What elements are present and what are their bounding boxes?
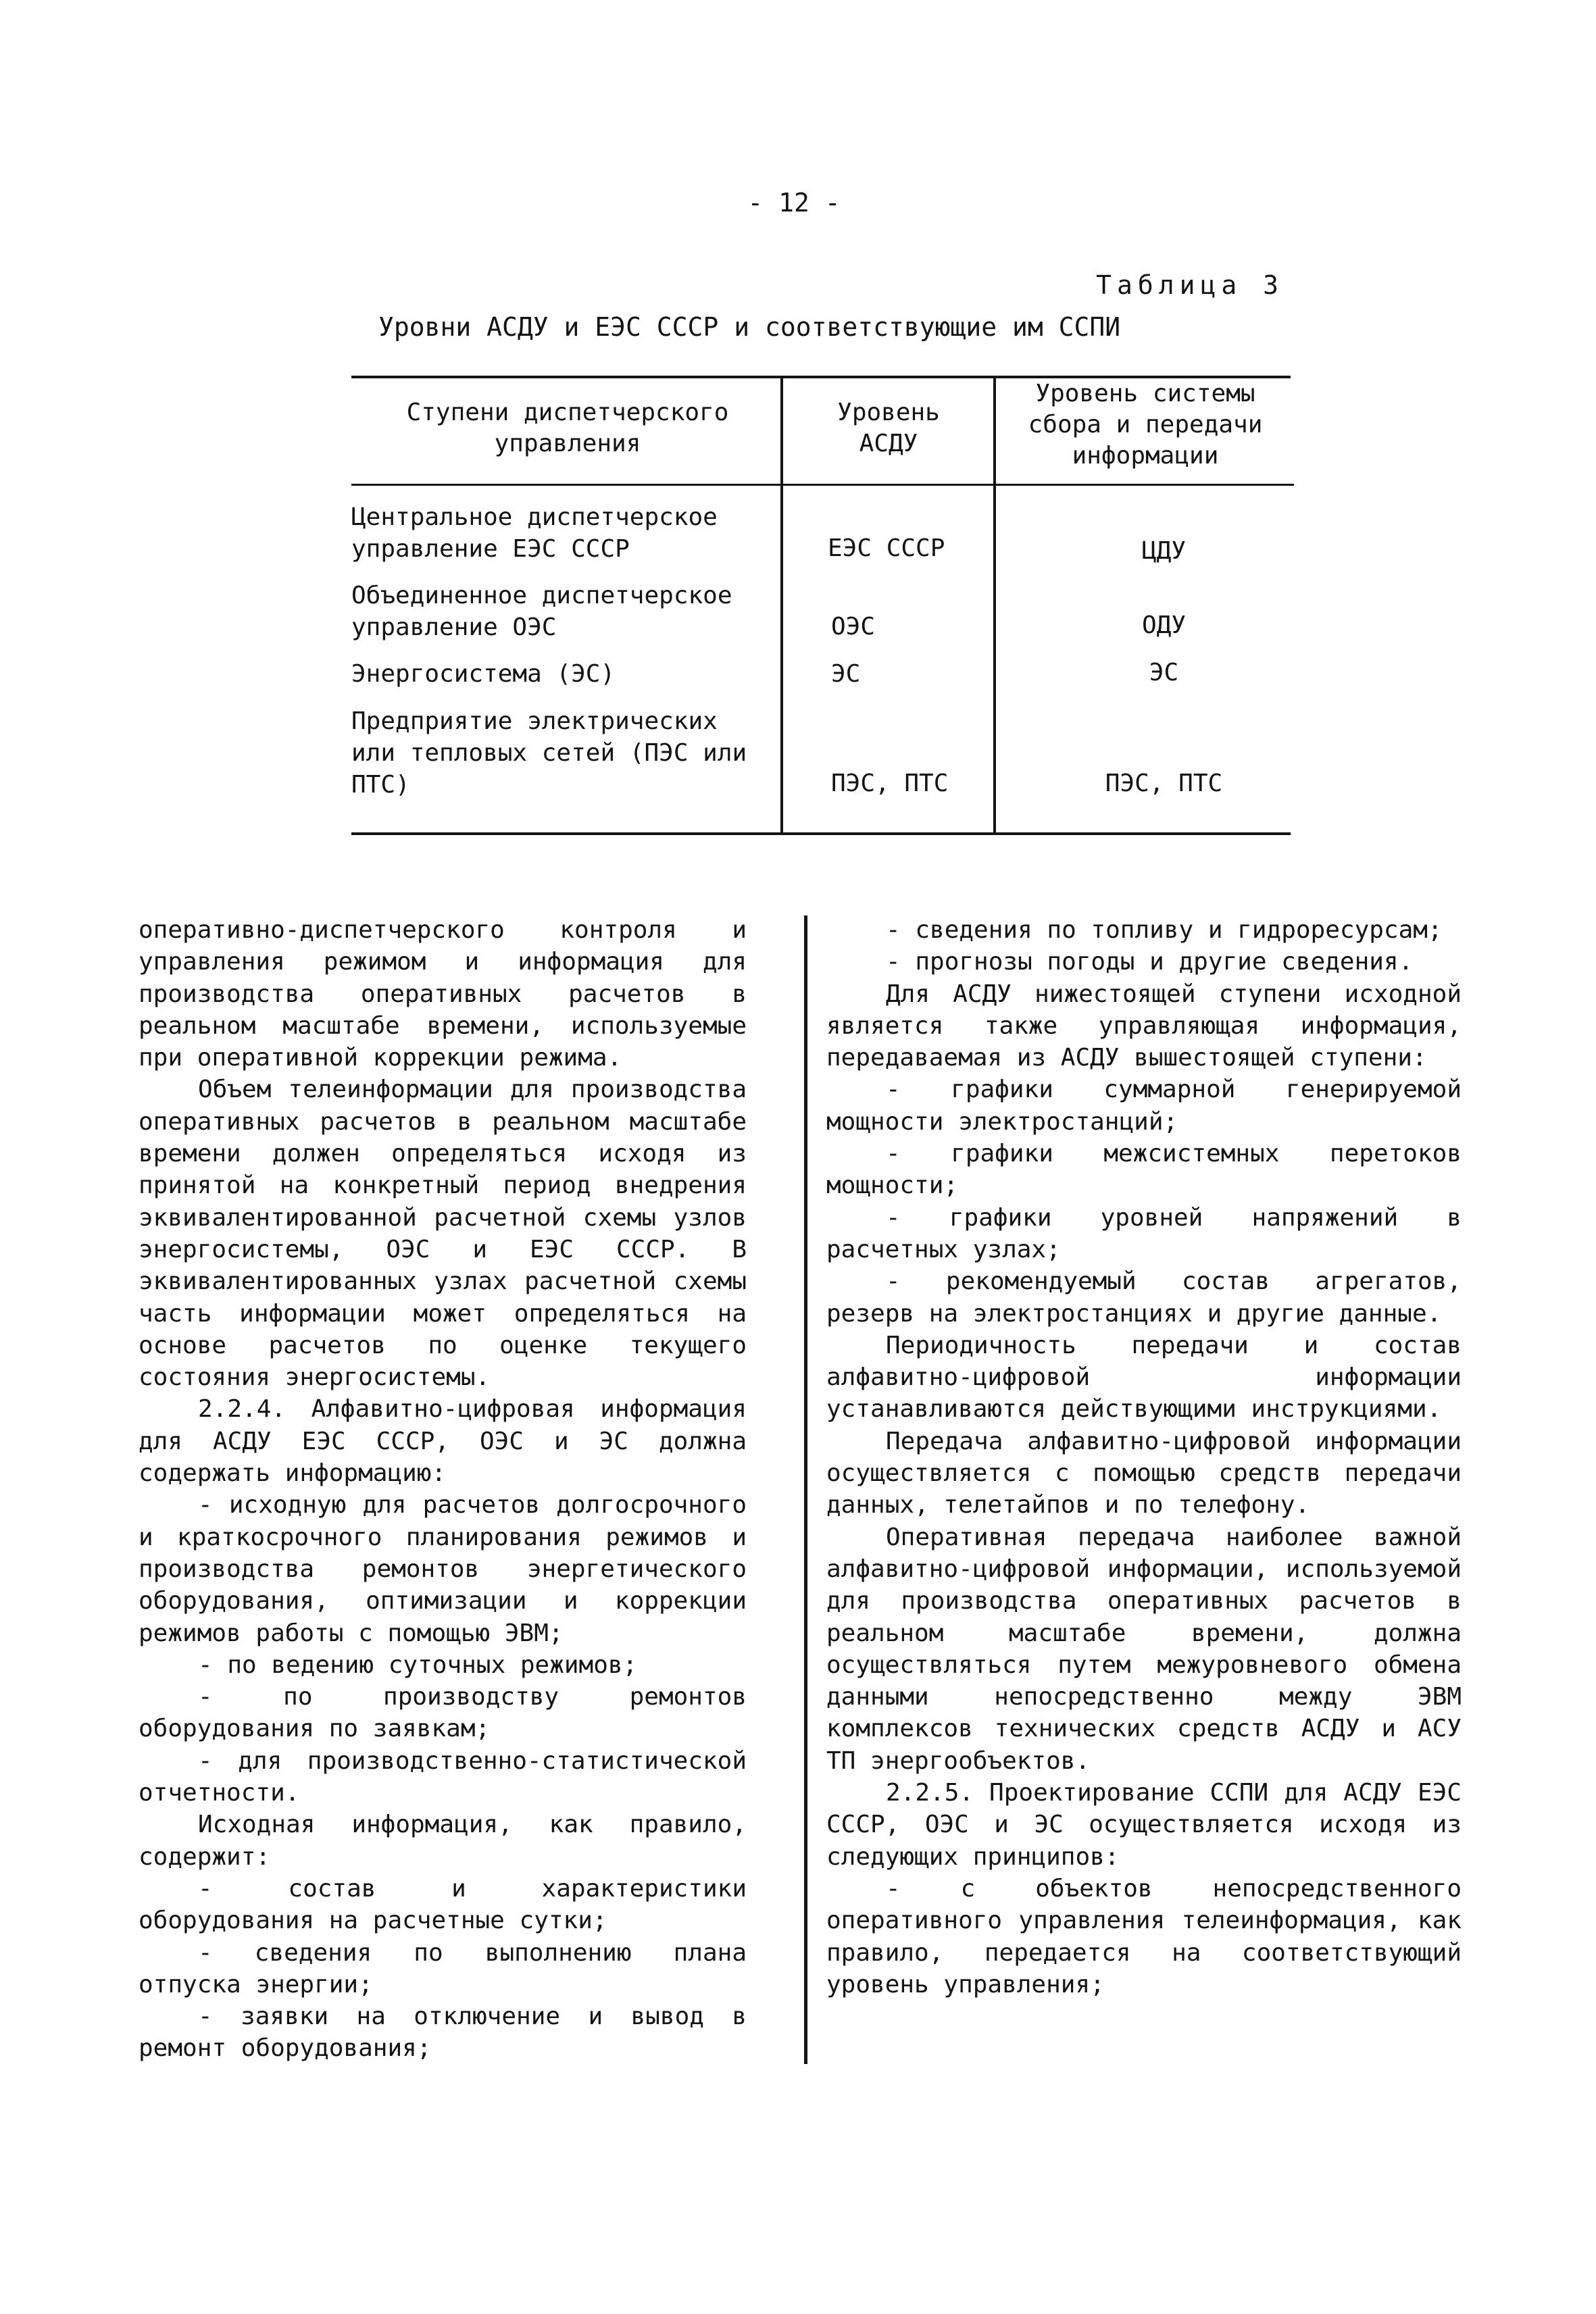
right-list-item: - графики суммарной генерируемой мощности электростанций; bbox=[826, 1076, 1462, 1136]
table-header-rule bbox=[351, 484, 1294, 486]
left-list-item: - по производству ремонтов оборудования по заявкам; bbox=[139, 1683, 747, 1743]
table-divider-2 bbox=[993, 376, 996, 835]
row-2-sspi: ОДУ bbox=[1141, 611, 1187, 639]
right-list-item: - графики межсистемных перетоков мощности; bbox=[826, 1140, 1462, 1200]
table-bottom-rule bbox=[351, 832, 1291, 835]
row-4-stage: Предприятие электрических или тепловых сетей (ПЭС или ПТС) bbox=[351, 707, 747, 799]
row-1-stage: Центральное диспетчерское управление ЕЭС СССР bbox=[351, 503, 718, 563]
levels-table bbox=[351, 376, 1294, 838]
right-paragraph: Передача алфавитно-цифровой информации осуществляется с помощью средств передачи данных, телетайпов и по телефону. bbox=[826, 1427, 1462, 1519]
table-label: Таблица 3 bbox=[1096, 270, 1284, 300]
left-column bbox=[139, 914, 747, 2065]
left-list-item: - исходную для расчетов долгосрочного и краткосрочного планирования режимов и производства ремонтов энергетического оборудования, оптимизации и коррекции режимов работы с помощью ЭВМ; bbox=[139, 1491, 747, 1647]
right-paragraph: Для АСДУ нижестоящей ступени исходной является также управляющая информация, передаваемая из АСДУ вышестоящей ступени: bbox=[826, 980, 1462, 1072]
right-list-item: - сведения по топливу и гидроресурсам; bbox=[886, 916, 1443, 944]
right-list-item: - графики уровней напряжений в расчетных узлах; bbox=[826, 1203, 1462, 1263]
row-3-asdu: ЭС bbox=[831, 660, 861, 688]
right-paragraph: Оперативная передача наиболее важной алфавитно-цифровой информации, используемой для производства оперативных расчетов в реальном масштабе времени, должна осуществляться путем межуровневого обмена данными непосредственно между ЭВМ комплексов технических средств АСДУ и АСУ ТП энергообъектов. bbox=[826, 1523, 1462, 1775]
left-list-item: - состав и характеристики оборудования на расчетные сутки; bbox=[139, 1874, 747, 1935]
left-paragraph: 2.2.4. Алфавитно-цифровая информация для АСДУ ЕЭС СССР, ОЭС и ЭС должна содержать информацию: bbox=[139, 1395, 747, 1488]
header-asdu: Уровень АСДУ bbox=[837, 399, 940, 457]
left-paragraph: Исходная информация, как правило, содержит: bbox=[139, 1811, 747, 1871]
left-paragraph: Объем телеинформации для производства оперативных расчетов в реальном масштабе времени должен определяться исходя из принятой на конкретный период внедрения эквивалентированной расчетной схемы узлов энергосистемы, ОЭС и ЕЭС СССР. В эквивалентированных узлах расчетной схемы часть информации может определяться на основе расчетов по оценке текущего состояния энергосистемы. bbox=[139, 1076, 747, 1392]
right-column bbox=[826, 914, 1462, 2001]
row-2-asdu: ОЭС bbox=[831, 613, 876, 640]
right-list-item: - с объектов непосредственного оперативного управления телеинформация, как правило, передается на соответствующий уровень управления; bbox=[826, 1874, 1462, 1998]
right-list-item: - прогнозы погоды и другие сведения. bbox=[886, 948, 1414, 976]
row-4-sspi: ПЭС, ПТС bbox=[1105, 770, 1223, 797]
left-paragraph: оперативно-диспетчерского контроля и управления режимом и информация для производства оперативных расчетов в реальном масштабе времени, используемые при оперативной коррекции режима. bbox=[139, 916, 747, 1072]
header-sspi: Уровень системы сбора и передачи информации bbox=[1028, 380, 1263, 470]
row-1-asdu: ЕЭС СССР bbox=[828, 534, 945, 562]
header-stage: Ступени диспетчерского управления bbox=[406, 399, 729, 457]
right-paragraph: 2.2.5. Проектирование ССПИ для АСДУ ЕЭС СССР, ОЭС и ЭС осуществляется исходя из следующих принципов: bbox=[826, 1779, 1462, 1871]
row-4-asdu: ПЭС, ПТС bbox=[831, 770, 949, 797]
right-list-item: - рекомендуемый состав агрегатов, резерв на электростанциях и другие данные. bbox=[826, 1267, 1462, 1328]
right-paragraph: Периодичность передачи и состав алфавитно-цифровой информации устанавливаются действующими инструкциями. bbox=[826, 1331, 1462, 1424]
left-list-item: - сведения по выполнению плана отпуска энергии; bbox=[139, 1938, 747, 1998]
left-list-item: - по ведению суточных режимов; bbox=[198, 1651, 638, 1679]
table-title: Уровни АСДУ и ЕЭС СССР и соответствующие им ССПИ bbox=[378, 312, 1121, 342]
page-number: - 12 - bbox=[747, 188, 841, 218]
row-3-stage: Энергосистема (ЭС) bbox=[351, 660, 616, 688]
left-list-item: - для производственно-статистической отчетности. bbox=[139, 1746, 747, 1807]
column-divider bbox=[804, 915, 807, 2064]
left-list-item: - заявки на отключение и вывод в ремонт оборудования; bbox=[139, 2003, 747, 2063]
table-divider-1 bbox=[780, 376, 783, 835]
row-1-sspi: ЦДУ bbox=[1141, 537, 1187, 565]
row-3-sspi: ЭС bbox=[1149, 659, 1179, 686]
row-2-stage: Объединенное диспетчерское управление ОЭС bbox=[351, 582, 732, 641]
